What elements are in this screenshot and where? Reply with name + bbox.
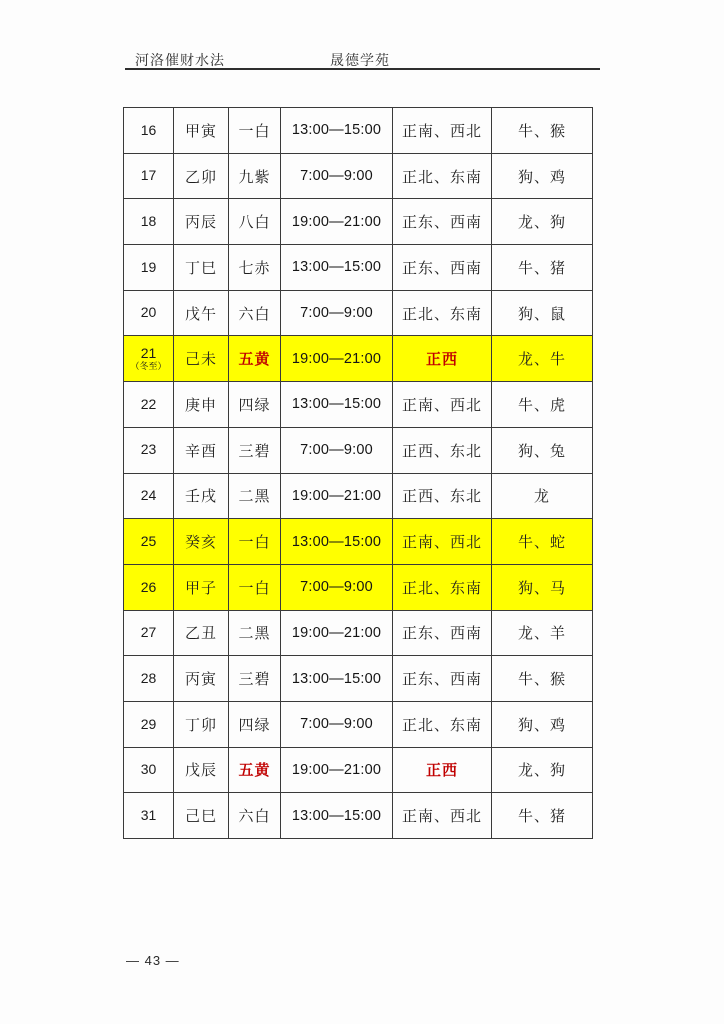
page-number: — 43 — bbox=[126, 953, 180, 968]
cell-star: 四绿 bbox=[229, 701, 281, 747]
cell-day-number bbox=[124, 473, 174, 519]
cell-star: 三碧 bbox=[229, 656, 281, 702]
page-header bbox=[125, 49, 600, 70]
table-row bbox=[124, 701, 593, 747]
cell-time-range: 19:00—21:00 bbox=[281, 610, 393, 656]
cell-ganzhi: 庚申 bbox=[174, 382, 229, 428]
auspicious-times-table bbox=[123, 107, 593, 839]
cell-time-range: 7:00—9:00 bbox=[281, 564, 393, 610]
cell-ganzhi: 己未 bbox=[174, 336, 229, 382]
table-row bbox=[124, 336, 593, 382]
cell-directions: 正南、西北 bbox=[393, 382, 492, 428]
cell-star: 一白 bbox=[229, 519, 281, 565]
cell-animals: 龙、羊 bbox=[492, 610, 593, 656]
cell-time-range: 7:00—9:00 bbox=[281, 153, 393, 199]
table-row bbox=[124, 245, 593, 291]
cell-animals: 龙 bbox=[492, 473, 593, 519]
solar-term-note: （冬至） bbox=[130, 361, 167, 372]
cell-directions: 正西 bbox=[393, 336, 492, 382]
cell-directions: 正东、西南 bbox=[393, 656, 492, 702]
cell-day-number bbox=[124, 656, 174, 702]
cell-ganzhi: 乙丑 bbox=[174, 610, 229, 656]
cell-animals: 牛、虎 bbox=[492, 382, 593, 428]
cell-directions: 正东、西南 bbox=[393, 610, 492, 656]
cell-ganzhi: 戊辰 bbox=[174, 747, 229, 793]
cell-animals: 狗、兔 bbox=[492, 427, 593, 473]
cell-star: 六白 bbox=[229, 290, 281, 336]
cell-day-number bbox=[124, 199, 174, 245]
cell-day-number bbox=[124, 427, 174, 473]
cell-directions: 正西、东北 bbox=[393, 473, 492, 519]
cell-animals: 牛、猴 bbox=[492, 108, 593, 154]
cell-animals: 狗、鸡 bbox=[492, 701, 593, 747]
table-row bbox=[124, 656, 593, 702]
day-number: 20 bbox=[140, 304, 157, 321]
day-number: 30 bbox=[140, 761, 157, 778]
table-row bbox=[124, 564, 593, 610]
day-number: 27 bbox=[140, 624, 157, 641]
cell-star: 五黄 bbox=[229, 747, 281, 793]
cell-time-range: 13:00—15:00 bbox=[281, 519, 393, 565]
cell-ganzhi: 己巳 bbox=[174, 793, 229, 839]
cell-directions: 正西 bbox=[393, 747, 492, 793]
cell-directions: 正北、东南 bbox=[393, 290, 492, 336]
cell-star: 三碧 bbox=[229, 427, 281, 473]
cell-star: 七赤 bbox=[229, 245, 281, 291]
cell-ganzhi: 癸亥 bbox=[174, 519, 229, 565]
table-row bbox=[124, 473, 593, 519]
cell-directions: 正南、西北 bbox=[393, 793, 492, 839]
cell-time-range: 7:00—9:00 bbox=[281, 427, 393, 473]
cell-animals: 牛、猪 bbox=[492, 793, 593, 839]
cell-directions: 正东、西南 bbox=[393, 245, 492, 291]
day-number: 25 bbox=[140, 532, 157, 549]
day-number: 24 bbox=[140, 487, 157, 504]
cell-day-number bbox=[124, 336, 174, 382]
cell-ganzhi: 壬戌 bbox=[174, 473, 229, 519]
cell-star: 五黄 bbox=[229, 336, 281, 382]
cell-day-number bbox=[124, 290, 174, 336]
cell-directions: 正北、东南 bbox=[393, 564, 492, 610]
cell-animals: 牛、猴 bbox=[492, 656, 593, 702]
cell-star: 四绿 bbox=[229, 382, 281, 428]
day-number: 22 bbox=[140, 395, 157, 412]
cell-star: 二黑 bbox=[229, 473, 281, 519]
cell-ganzhi: 丁巳 bbox=[174, 245, 229, 291]
table-row bbox=[124, 519, 593, 565]
cell-animals: 牛、猪 bbox=[492, 245, 593, 291]
cell-directions: 正南、西北 bbox=[393, 108, 492, 154]
cell-day-number bbox=[124, 108, 174, 154]
table-row bbox=[124, 382, 593, 428]
cell-directions: 正北、东南 bbox=[393, 701, 492, 747]
cell-animals: 龙、狗 bbox=[492, 199, 593, 245]
day-number: 16 bbox=[140, 121, 157, 138]
cell-ganzhi: 甲寅 bbox=[174, 108, 229, 154]
cell-star: 二黑 bbox=[229, 610, 281, 656]
cell-ganzhi: 甲子 bbox=[174, 564, 229, 610]
cell-time-range: 7:00—9:00 bbox=[281, 290, 393, 336]
cell-day-number bbox=[124, 153, 174, 199]
day-number: 23 bbox=[140, 441, 157, 458]
day-number: 26 bbox=[140, 578, 157, 595]
cell-day-number bbox=[124, 382, 174, 428]
cell-animals: 狗、鼠 bbox=[492, 290, 593, 336]
table-row bbox=[124, 108, 593, 154]
page-footer bbox=[126, 953, 180, 968]
cell-day-number bbox=[124, 793, 174, 839]
cell-animals: 龙、牛 bbox=[492, 336, 593, 382]
cell-directions: 正东、西南 bbox=[393, 199, 492, 245]
day-number: 28 bbox=[140, 669, 157, 686]
cell-directions: 正南、西北 bbox=[393, 519, 492, 565]
table-row bbox=[124, 747, 593, 793]
cell-time-range: 19:00—21:00 bbox=[281, 199, 393, 245]
day-number: 19 bbox=[140, 258, 157, 275]
cell-animals: 牛、蛇 bbox=[492, 519, 593, 565]
cell-star: 一白 bbox=[229, 564, 281, 610]
cell-day-number bbox=[124, 245, 174, 291]
cell-ganzhi: 辛酉 bbox=[174, 427, 229, 473]
header-center-title: 晟德学苑 bbox=[330, 54, 390, 69]
cell-time-range: 13:00—15:00 bbox=[281, 245, 393, 291]
cell-animals: 龙、狗 bbox=[492, 747, 593, 793]
cell-time-range: 13:00—15:00 bbox=[281, 656, 393, 702]
cell-day-number bbox=[124, 519, 174, 565]
cell-time-range: 19:00—21:00 bbox=[281, 473, 393, 519]
cell-time-range: 13:00—15:00 bbox=[281, 793, 393, 839]
cell-directions: 正北、东南 bbox=[393, 153, 492, 199]
header-left-title: 河洛催财水法 bbox=[135, 54, 225, 69]
cell-animals: 狗、马 bbox=[492, 564, 593, 610]
cell-animals: 狗、鸡 bbox=[492, 153, 593, 199]
cell-time-range: 13:00—15:00 bbox=[281, 382, 393, 428]
table-row bbox=[124, 427, 593, 473]
cell-star: 六白 bbox=[229, 793, 281, 839]
cell-star: 八白 bbox=[229, 199, 281, 245]
table-row bbox=[124, 290, 593, 336]
cell-ganzhi: 丙辰 bbox=[174, 199, 229, 245]
day-number: 31 bbox=[140, 806, 157, 823]
cell-time-range: 13:00—15:00 bbox=[281, 108, 393, 154]
cell-time-range: 7:00—9:00 bbox=[281, 701, 393, 747]
table-row bbox=[124, 153, 593, 199]
table-row bbox=[124, 793, 593, 839]
cell-ganzhi: 乙卯 bbox=[174, 153, 229, 199]
cell-day-number bbox=[124, 610, 174, 656]
cell-time-range: 19:00—21:00 bbox=[281, 336, 393, 382]
cell-time-range: 19:00—21:00 bbox=[281, 747, 393, 793]
cell-ganzhi: 丁卯 bbox=[174, 701, 229, 747]
cell-ganzhi: 丙寅 bbox=[174, 656, 229, 702]
cell-star: 九紫 bbox=[229, 153, 281, 199]
cell-star: 一白 bbox=[229, 108, 281, 154]
cell-day-number bbox=[124, 564, 174, 610]
cell-day-number bbox=[124, 747, 174, 793]
table-row bbox=[124, 199, 593, 245]
day-number: 17 bbox=[140, 167, 157, 184]
cell-directions: 正西、东北 bbox=[393, 427, 492, 473]
cell-day-number bbox=[124, 701, 174, 747]
day-number: 18 bbox=[140, 213, 157, 230]
table-row bbox=[124, 610, 593, 656]
day-number: 29 bbox=[140, 715, 157, 732]
day-number: 21 bbox=[140, 344, 157, 361]
cell-ganzhi: 戊午 bbox=[174, 290, 229, 336]
